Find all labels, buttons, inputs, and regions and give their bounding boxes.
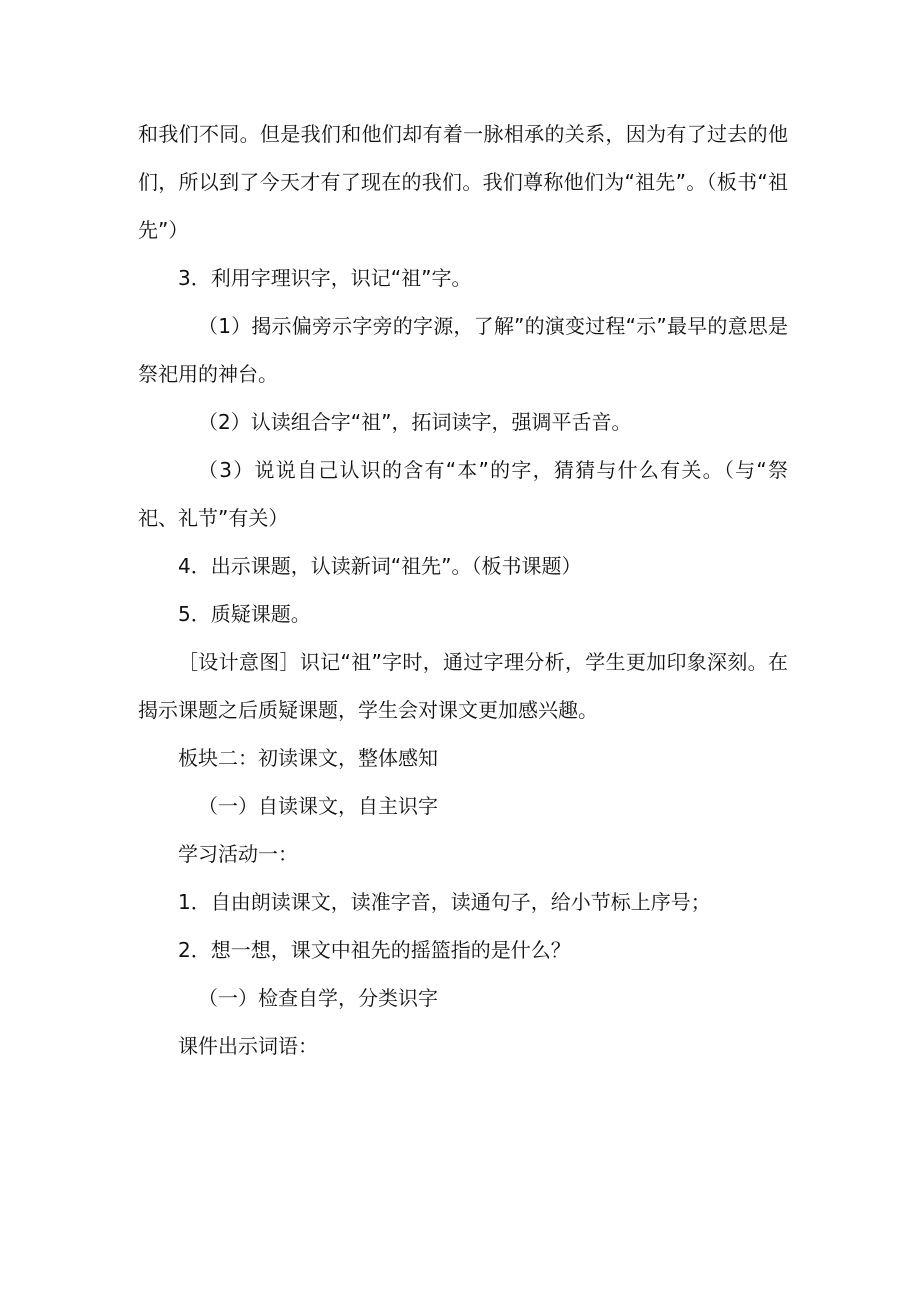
paragraph-9: 板块二：初读课文，整体感知 (178, 746, 438, 770)
paragraph-15: 课件出示词语： (178, 1034, 318, 1058)
paragraph-7: 5．质疑课题。 (178, 602, 311, 626)
paragraph-12: 1．自由朗读课文，读准字音，读通句子，给小节标上序号； (178, 890, 711, 914)
document-body (138, 110, 788, 1070)
paragraph-14: （一）检查自学，分类识字 (198, 986, 438, 1010)
paragraph-13: 2．想一想，课文中祖先的摇篮指的是什么？ (178, 938, 571, 962)
paragraph-10: （一）自读课文，自主识字 (198, 794, 438, 818)
paragraph-6: 4．出示课题，认读新词“祖先”。（板书课题） (178, 554, 582, 578)
paragraph-4: （2）认读组合字“祖”，拓词读字，强调平舌音。 (198, 410, 632, 434)
paragraph-11: 学习活动一： (178, 842, 298, 866)
paragraph-5: （3）说说自己认识的含有“本”的字，猜猜与什么有关。（与“祭祀、礼节”有关） (138, 458, 788, 530)
paragraph-8: ［设计意图］识记“祖”字时，通过字理分析，学生更加印象深刻。在揭示课题之后质疑课题，学生会对课文更加感兴趣。 (138, 650, 788, 722)
paragraph-2: 3．利用字理识字，识记“祖”字。 (178, 266, 472, 290)
paragraph-1: 和我们不同。但是我们和他们却有着一脉相承的关系，因为有了过去的他们，所以到了今天才有了现在的我们。我们尊称他们为“祖先”。（板书“祖先”） (138, 122, 788, 242)
paragraph-3: （1）揭示偏旁示字旁的字源，了解”的演变过程“示”最早的意思是祭祀用的神台。 (138, 314, 788, 386)
